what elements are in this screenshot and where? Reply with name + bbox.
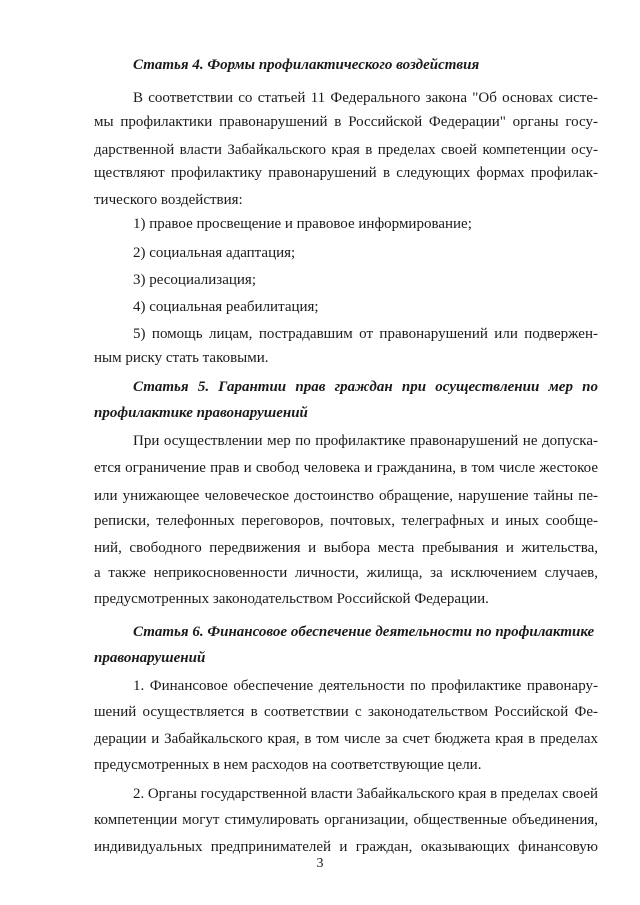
line-text: В соответствии со статьей 11 Федерального закона "Об основах систе- <box>133 90 598 106</box>
line-text: или унижающее человеческое достоинство обращение, нарушение тайны пе- <box>94 488 598 504</box>
line-text: а также неприкосновенности личности, жилища, за исключением случаев, <box>94 565 598 581</box>
line-text: Статья 6. Финансовое обеспечение деятельности по профилактике <box>133 624 595 640</box>
line-text: 2) социальная адаптация; <box>133 245 296 261</box>
line-text: шений осуществляется в соответствии с законодательством Российской Фе- <box>94 704 598 720</box>
line-text: мы профилактики правонарушений в Российской Федерации" органы госу- <box>94 114 598 130</box>
line-text: 4) социальная реабилитация; <box>133 299 319 315</box>
line-text: 5) помощь лицам, пострадавшим от правонарушений или подвержен- <box>133 326 598 342</box>
line-text: 3) ресоциализация; <box>133 272 256 288</box>
line-text: предусмотренных в нем расходов на соответствующие цели. <box>94 757 482 773</box>
line-text: правонарушений <box>94 650 206 666</box>
line-text: 1. Финансовое обеспечение деятельности по профилактике правонару- <box>133 678 598 694</box>
line-text: дарственной власти Забайкальского края в пределах своей компетенции осу- <box>94 142 598 158</box>
line-text: компетенции могут стимулировать организации, общественные объединения, <box>94 812 598 828</box>
line-text: Статья 5. Гарантии прав граждан при осуществлении мер по <box>133 379 598 395</box>
line-text: предусмотренных законодательством Российской Федерации. <box>94 591 489 607</box>
line-text: реписки, телефонных переговоров, почтовых, телеграфных и иных сообще- <box>94 513 598 529</box>
line-text: При осуществлении мер по профилактике правонарушений не допуска- <box>133 433 599 449</box>
line-text: ний, свободного передвижения и выбора места пребывания и жительства, <box>94 540 598 556</box>
line-text: 2. Органы государственной власти Забайкальского края в пределах своей <box>133 786 598 802</box>
line-text: тического воздействия: <box>94 192 243 208</box>
line-text: профилактике правонарушений <box>94 405 308 421</box>
line-text: ным риску стать таковыми. <box>94 350 269 366</box>
line-text: индивидуальных предпринимателей и граждан, оказывающих финансовую <box>94 839 598 855</box>
line-text: ется ограничение прав и свобод человека и гражданина, в том числе жестокое <box>94 460 598 476</box>
page-number: 3 <box>316 856 324 871</box>
line-text: дерации и Забайкальского края, в том числе за счет бюджета края в пределах <box>94 731 598 747</box>
line-text: ществляют профилактику правонарушений в следующих формах профилак- <box>94 165 598 181</box>
line-text: 1) правое просвещение и правовое информирование; <box>133 216 472 232</box>
line-text: Статья 4. Формы профилактического воздействия <box>133 57 480 73</box>
